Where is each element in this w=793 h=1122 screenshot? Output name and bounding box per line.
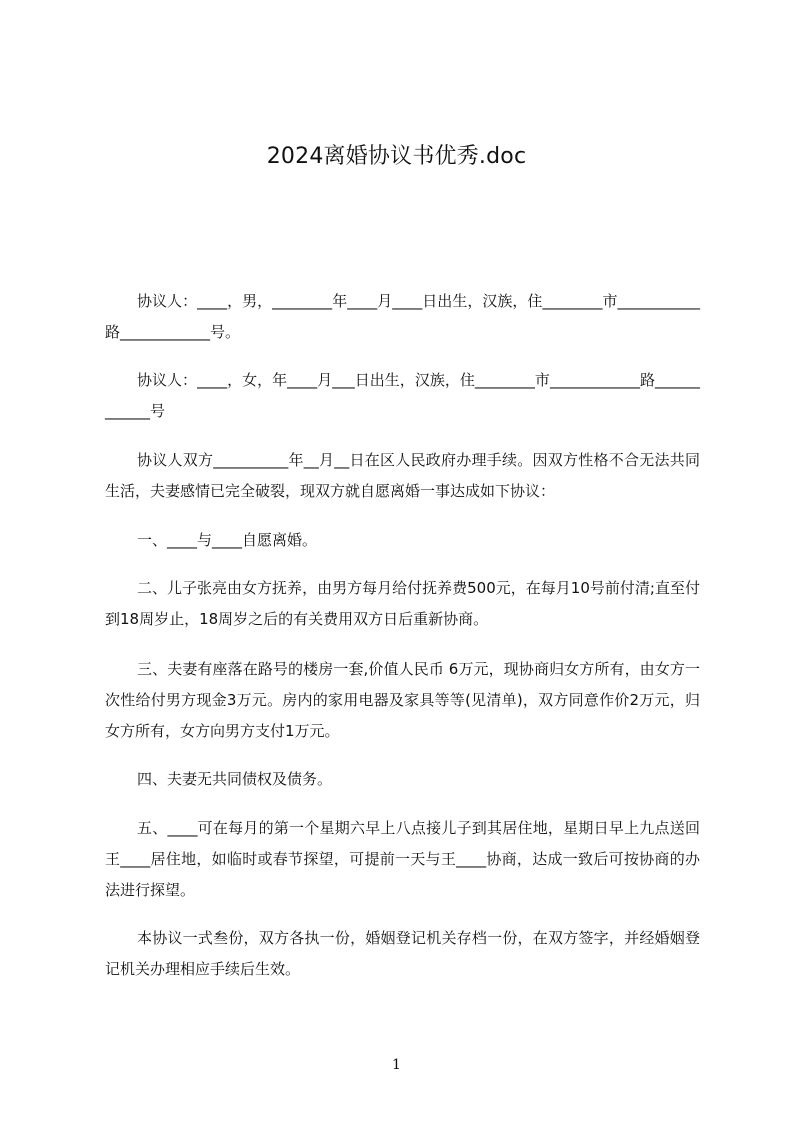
paragraph-clause-2: 二、儿子张亮由女方抚养，由男方每月给付抚养费500元，在每月10号前付清;直至付到18周岁止，18周岁之后的有关费用双方日后重新协商。 — [105, 579, 700, 628]
paragraph-clause-5: 五、____可在每月的第一个星期六早上八点接儿子到其居住地，星期日早上九点送回王____居住地，如临时或春节探望，可提前一天与王____协商，达成一致后可按协商的办法进行探望。 — [105, 819, 700, 899]
paragraph-party-female: 协议人：____，女，年____月___日出生，汉族，住________市____________路____________号 — [105, 371, 700, 420]
paragraph-clause-4: 四、夫妻无共同债权及债务。 — [137, 770, 333, 788]
document-title: 2024离婚协议书优秀.doc — [266, 144, 527, 169]
paragraph-clause-3: 三、夫妻有座落在路号的楼房一套,价值人民币 6万元，现协商归女方所有，由女方一次性给付男方现金3万元。房内的家用电器及家具等等(见清单)，双方同意作价2万元，归女方所有，女方向男方支付1万元。 — [105, 660, 700, 740]
paragraph-party-male: 协议人：____，男，________年____月____日出生，汉族，住________市___________路____________号。 — [105, 292, 700, 341]
paragraph-closing: 本协议一式叁份，双方各执一份，婚姻登记机关存档一份，在双方签字，并经婚姻登记机关办理相应手续后生效。 — [105, 929, 700, 978]
paragraph-clause-1: 一、____与____自愿离婚。 — [137, 531, 318, 549]
page-number: 1 — [392, 1057, 401, 1073]
paragraph-intro: 协议人双方__________年__月__日在区人民政府办理手续。因双方性格不合无法共同生活，夫妻感情已完全破裂，现双方就自愿离婚一事达成如下协议： — [105, 451, 700, 500]
